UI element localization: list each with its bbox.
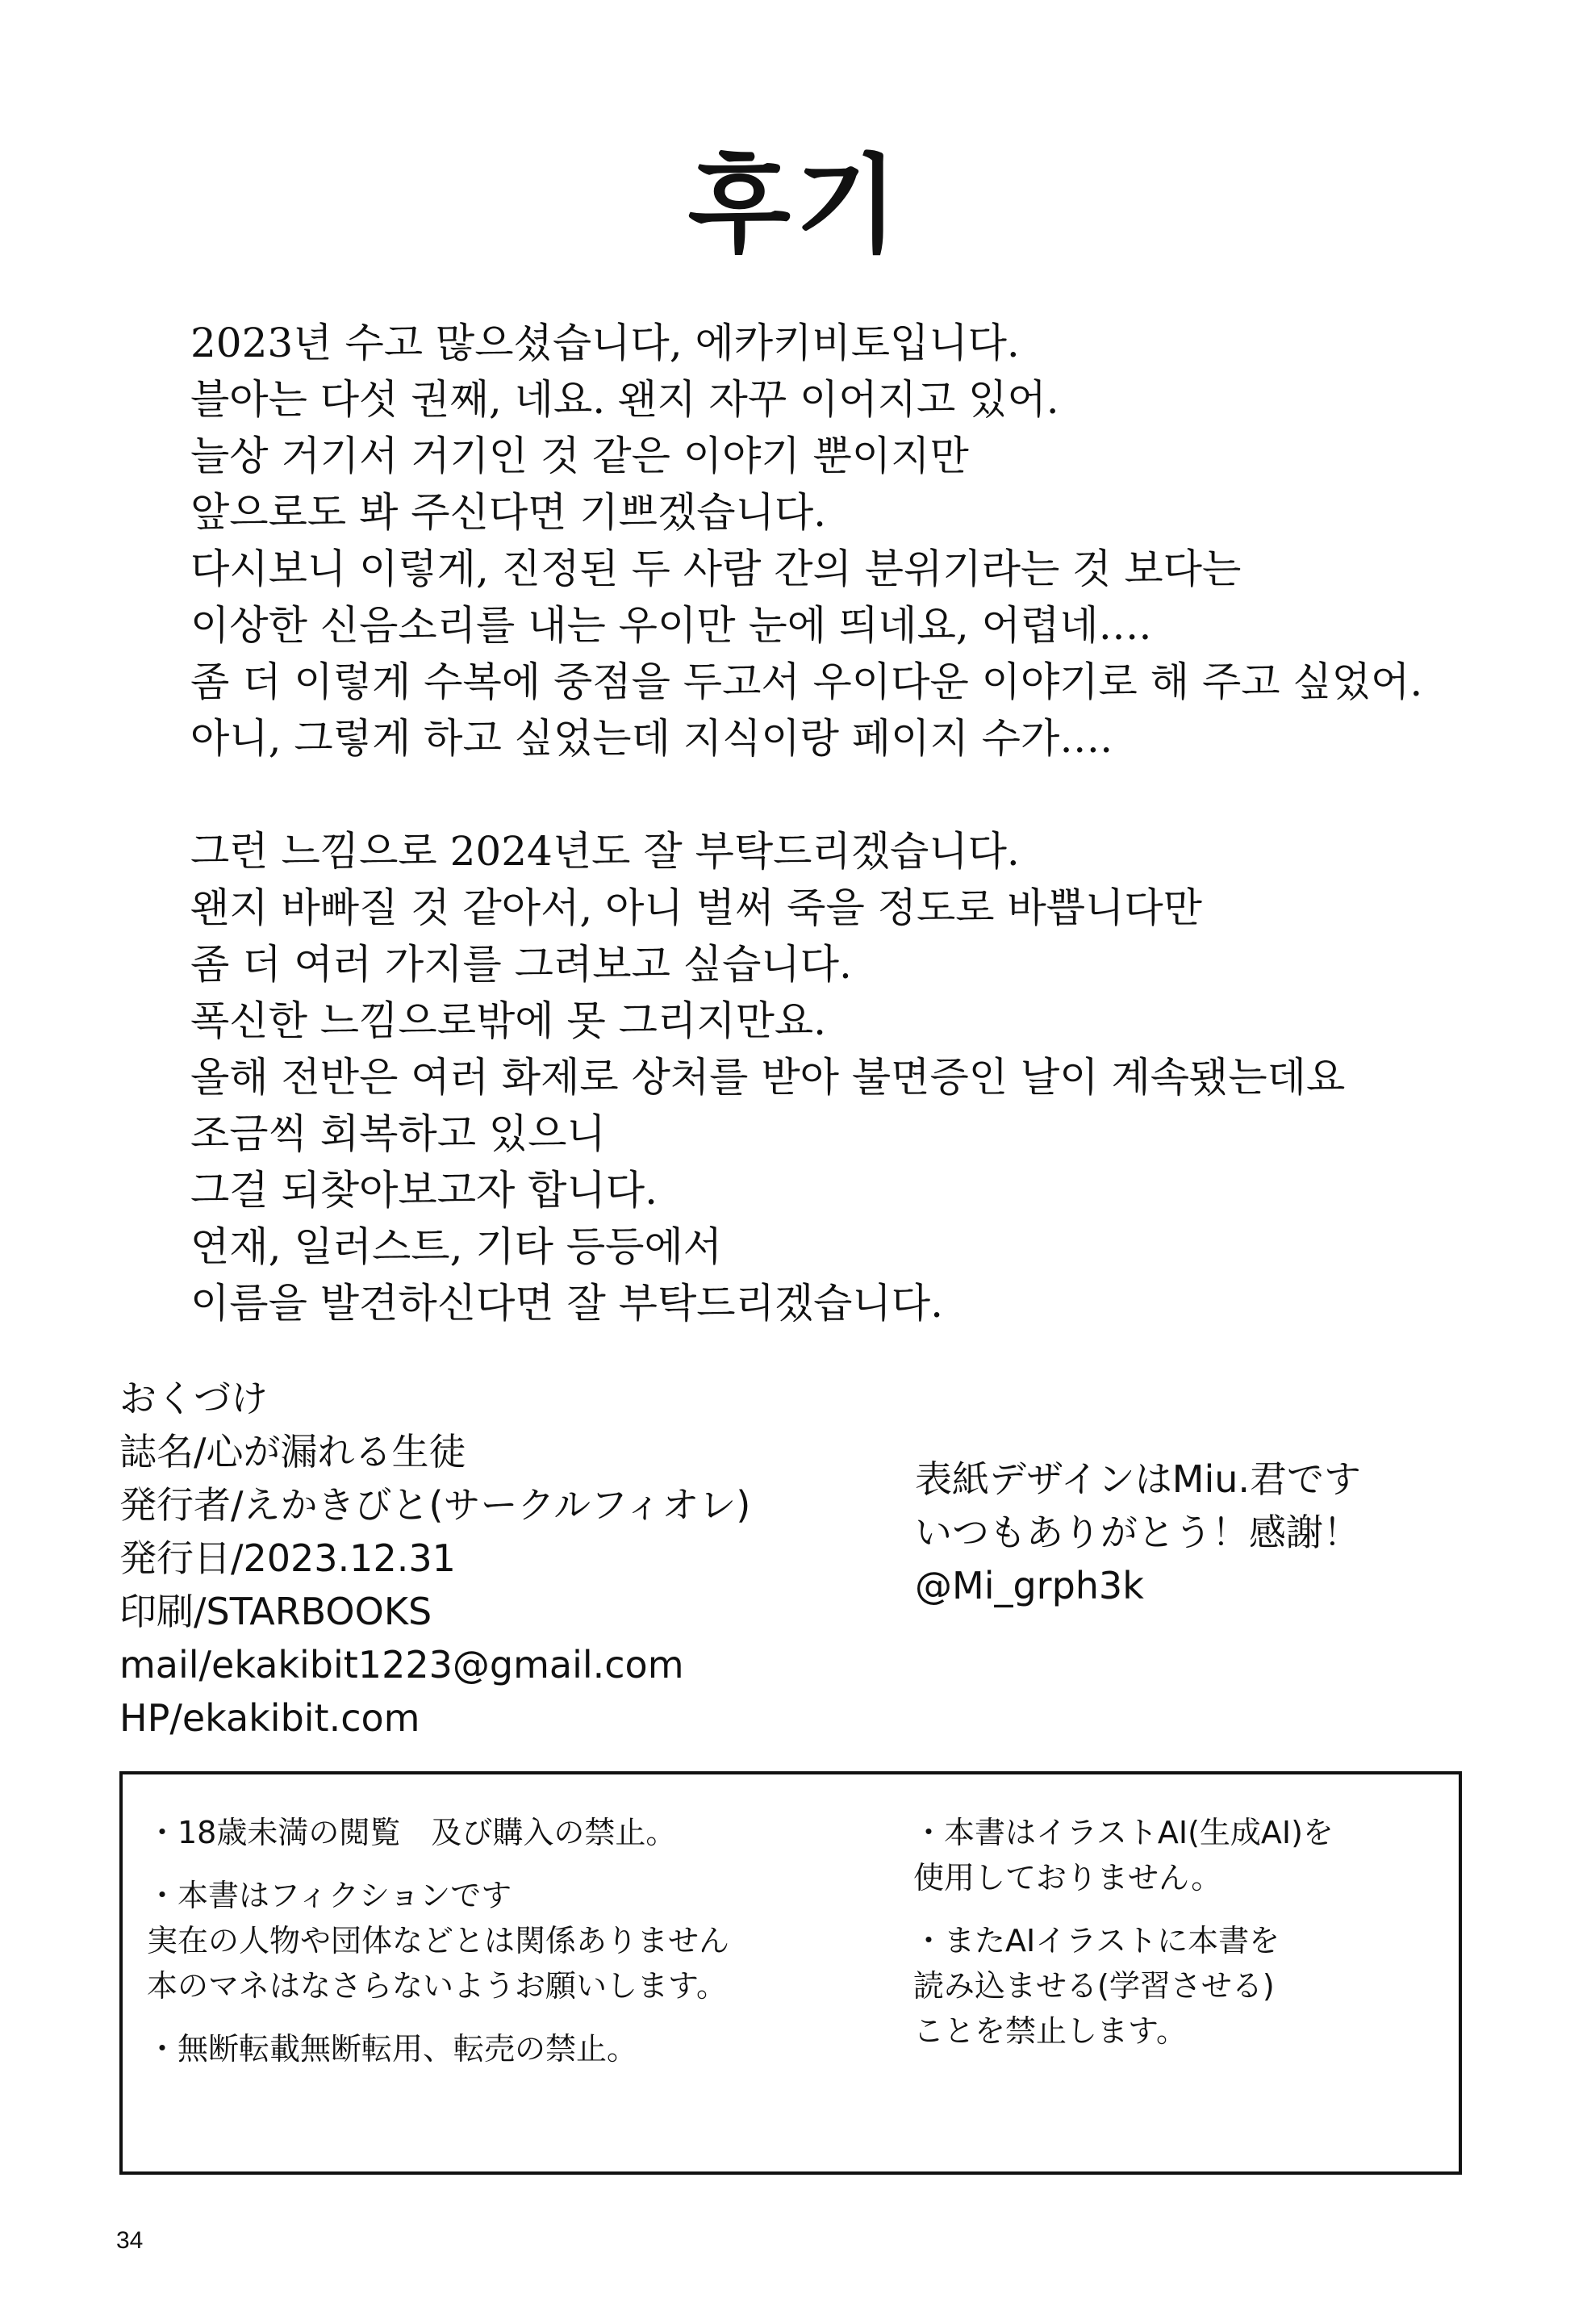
colophon-homepage: HP/ekakibit.com [119,1696,420,1740]
colophon-mail: mail/ekakibit1223@gmail.com [119,1643,684,1687]
afterword-text [190,315,1423,1331]
colophon-publisher: 発行者/えかきびと(サークルフィオレ) [119,1483,751,1527]
afterword-line: 2023년 수고 많으셨습니다, 에카키비토입니다. [190,320,1020,366]
afterword-line: 아니, 그렇게 하고 싶었는데 지식이랑 페이지 수가…. [190,715,1113,762]
afterword-line: 왠지 바빠질 것 같아서, 아니 벌써 죽을 정도로 바쁩니다만 [190,884,1202,931]
credit-handle: @Mi_grph3k [915,1564,1144,1607]
notice-line: ・本書はイラストAI(生成AI)を [913,1815,1334,1850]
notice-column-left [147,1810,913,2089]
credit-line: いつもありがとう！感謝！ [915,1511,1360,1554]
afterword-line: 이상한 신음소리를 내는 우이만 눈에 띄네요, 어렵네…. [190,602,1152,649]
afterword-line: 다시보니 이렇게, 진정된 두 사람 간의 분위기라는 것 보다는 [190,545,1242,592]
page-title: 후기 [687,144,904,268]
notice-line: ・本書はフィクションです [147,1878,512,1913]
notice-column-right [913,1810,1438,2071]
afterword-line: 앞으로도 봐 주신다면 기쁘겠습니다. [190,489,827,536]
afterword-line: 그런 느낌으로 2024년도 잘 부탁드리겠습니다. [190,828,1020,875]
afterword-line: 연재, 일러스트, 기타 등등에서 [190,1223,723,1270]
colophon-heading: おくづけ [119,1377,268,1420]
afterword-line: 이름을 발견하신다면 잘 부탁드리겠습니다. [190,1280,943,1327]
afterword-line: 좀 더 여러 가지를 그려보고 싶습니다. [190,941,852,988]
notice-line: ・18歳未満の閲覧 及び購入の禁止。 [147,1815,677,1850]
notice-no-ai-learning [913,1918,1438,2054]
afterword-paragraph-2 [190,823,1401,1331]
notice-box [119,1771,1462,2175]
page-number: 34 [116,2227,144,2254]
afterword-line: 올해 전반은 여러 화제로 상처를 받아 불면증인 날이 계속됐는데요 [190,1054,1346,1101]
notice-line: 使用しておりません。 [913,1860,1222,1896]
colophon-date: 発行日/2023.12.31 [119,1536,456,1580]
notice-line: 本のマネはなさらないようお願いします。 [147,1968,727,2004]
notice-fiction [147,1873,913,2008]
afterword-line: 블아는 다섯 권째, 네요. 왠지 자꾸 이어지고 있어. [190,376,1059,423]
afterword-line: 좀 더 이렇게 수복에 중점을 두고서 우이다운 이야기로 해 주고 싶었어. [190,658,1423,705]
notice-line: ・またAIイラストに本書を [913,1923,1280,1958]
afterword-line: 그걸 되찾아보고자 합니다. [190,1167,658,1214]
colophon [119,1372,846,1745]
notice-line: ことを禁止します。 [913,2013,1187,2049]
notice-line: ・無断転載無断転用、転売の禁止。 [147,2031,638,2067]
notice-no-ai-use [913,1810,1438,1900]
notice-line: 読み込ませる(学習させる) [913,1968,1275,2004]
colophon-printer: 印刷/STARBOOKS [119,1590,432,1633]
cover-design-credit [915,1452,1528,1612]
notice-line: 実在の人物や団体などとは関係ありません [147,1923,730,1958]
afterword-paragraph-1 [190,315,1423,767]
colophon-title: 誌名/心が漏れる生徒 [119,1430,466,1473]
notice-age-restriction [147,1810,913,1855]
afterword-line: 폭신한 느낌으로밖에 못 그리지만요. [190,997,827,1044]
afterword-line: 조금씩 회복하고 있으니 [190,1110,606,1157]
afterword-line: 늘상 거기서 거기인 것 같은 이야기 뿐이지만 [190,433,969,479]
notice-no-repost [147,2026,913,2071]
credit-line: 表紙デザインはMiu.君です [915,1457,1362,1501]
